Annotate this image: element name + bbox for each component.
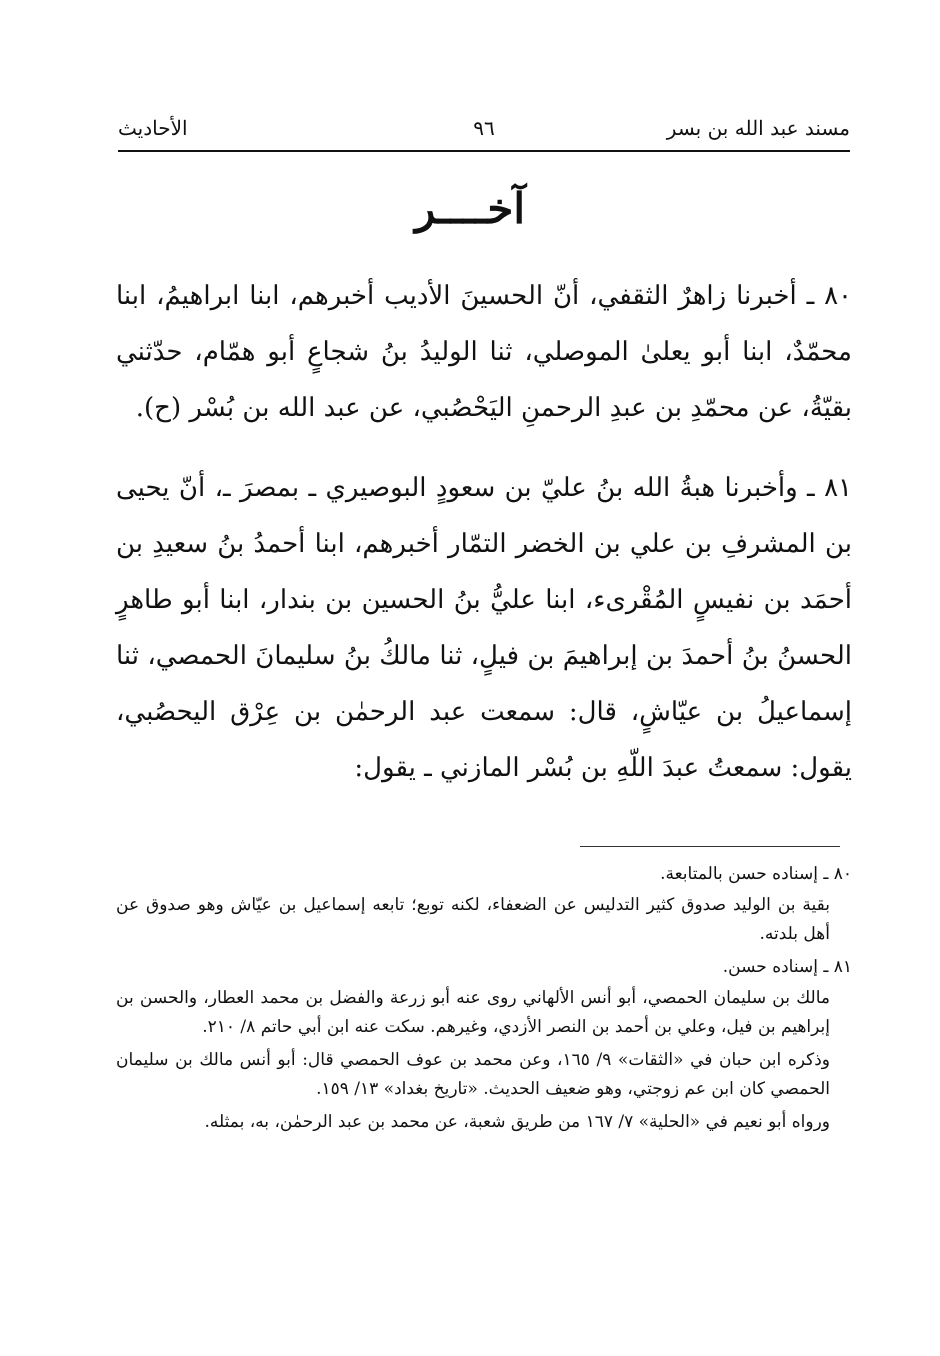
header-rule (118, 150, 850, 152)
hadith-80: ٨٠ ـ أخبرنا زاهرٌ الثقفي، أنّ الحسينَ الأديب أخبرهم، ابنا ابراهيمُ، ابنا محمّدٌ، ابنا أبو يعلىٰ الموصلي، ثنا الوليدُ بنُ شجاعٍ أبو همّام، حدّثني بقيّةُ، عن محمّدِ بن عبدِ الرحمنِ اليَحْصُبي، عن عبد الله بن بُسْر (ح). (116, 281, 852, 423)
footnote-80-text: بقية بن الوليد صدوق كثير التدليس عن الضعفاء، لكنه توبع؛ تابعه إسماعيل بن عيّاش وهو صدوق عن أهل بلدته. (116, 895, 830, 944)
footnote-81-head: ٨١ ـ إسناده حسن. (722, 957, 852, 977)
header-book-title: مسند عبد الله بن بسر (666, 116, 850, 140)
header-section-title: الأحاديث (118, 116, 188, 140)
footnote-rule (580, 846, 840, 847)
hadith-81: ٨١ ـ وأخبرنا هبةُ الله بنُ عليّ بن سعودٍ البوصيري ـ بمصرَ ـ، أنّ يحيى بن المشرفِ بن علي بن الخضر التمّار أخبرهم، ابنا أحمدُ بنُ سعيدِ بن أحمَد بن نفيسٍ المُقْرىء، ابنا عليُّ بنُ الحسين بن بندار، ابنا أبو طاهرٍ الحسنُ بنُ أحمدَ بن إبراهيمَ بن فيلٍ، ثنا مالكُ بنُ سليمانَ الحمصي، ثنا إسماعيلُ بن عيّاشٍ، قال: سمعت عبد الرحمٰن بن عِرْق اليحصُبي، يقول: سمعتُ عبدَ اللّهِ بن بُسْر المازني ـ يقول: (116, 473, 852, 783)
section-title: آخــــر (414, 184, 526, 233)
main-text (116, 268, 852, 796)
footnote-80-head: ٨٠ ـ إسناده حسن بالمتابعة. (660, 864, 852, 884)
footnote-81-text-3: ورواه أبو نعيم في «الحلية» ٧/ ١٦٧ من طريق شعبة، عن محمد بن عبد الرحمٰن، به، بمثله. (204, 1112, 830, 1132)
footnote-81-text-2: وذكره ابن حبان في «الثقات» ٩/ ١٦٥، وعن محمد بن عوف الحمصي قال: أبو أنس مالك بن سليمان الحمصي كان ابن عم زوجتي، وهو ضعيف الحديث. «تاريخ بغداد» ١٣/ ١٥٩. (116, 1050, 830, 1099)
footnotes (116, 860, 852, 1141)
page-number: ٩٦ (473, 116, 495, 140)
running-header (118, 112, 850, 144)
footnote-81-text-1: مالك بن سليمان الحمصي، أبو أنس الألهاني روى عنه أبو زرعة والفضل بن محمد العطار، والحسن بن إبراهيم بن فيل، وعلي بن أحمد بن النصر الأزدي، وغيرهم. سكت عنه ابن أبي حاتم ٨/ ٢١٠. (116, 988, 830, 1037)
